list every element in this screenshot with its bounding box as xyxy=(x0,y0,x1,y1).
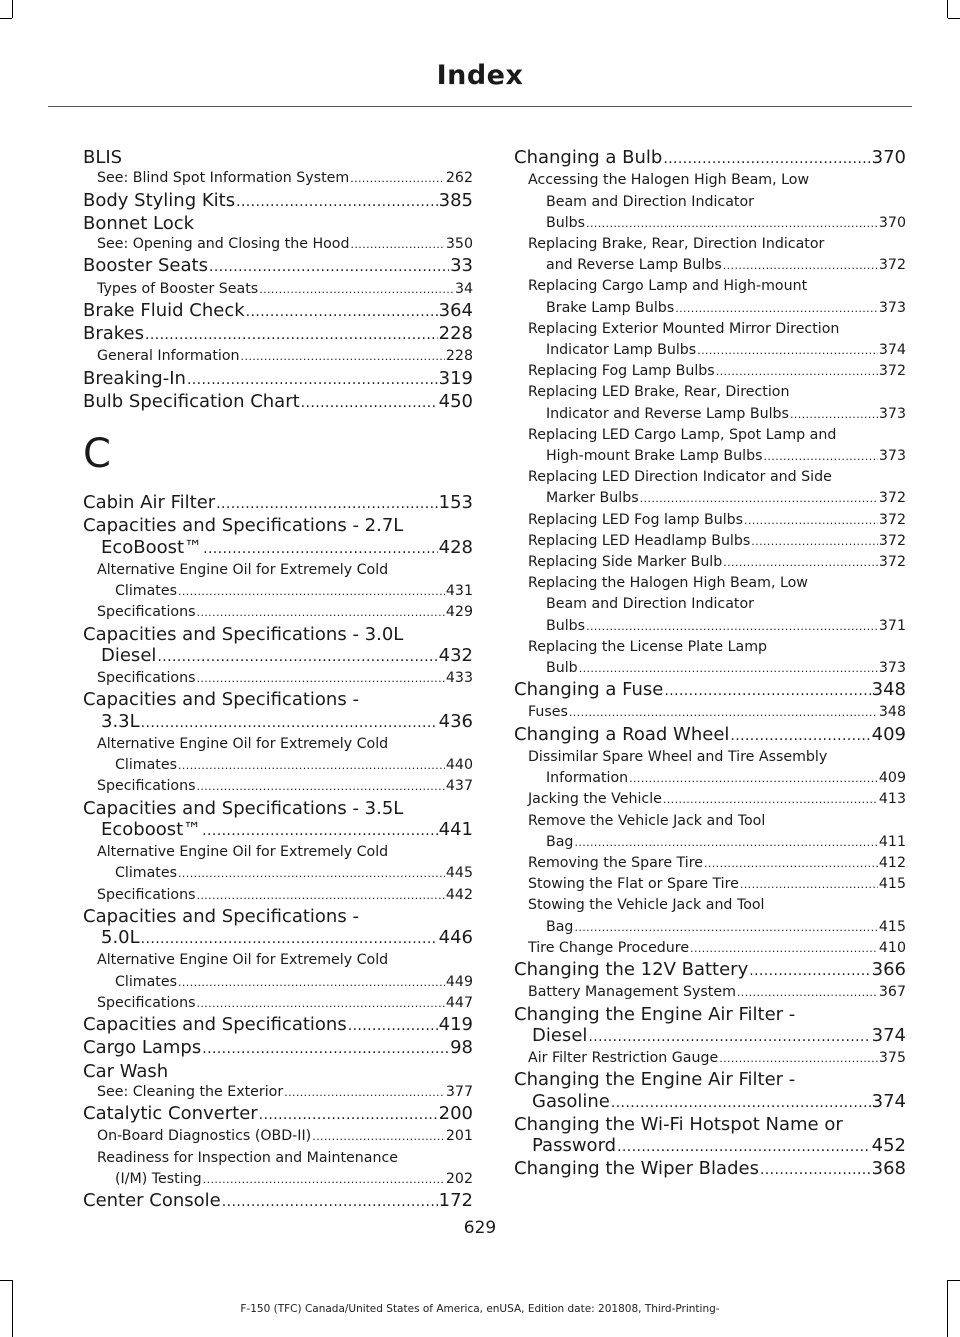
index-subentry[interactable]: Replacing the Halogen High Beam, Low Beam and Direction Indicator Bulbs ..... 371 xyxy=(514,573,906,637)
crop-mark xyxy=(948,1280,960,1281)
section-letter: C xyxy=(83,431,111,478)
index-subentry[interactable]: Types of Booster Seats ..... 34 xyxy=(83,279,473,300)
index-entry[interactable]: Changing the Wiper Blades ..... 368 xyxy=(514,1158,906,1181)
index-subentry[interactable]: Replacing LED Cargo Lamp, Spot Lamp and High-mount Brake Lamp Bulbs ..... 373 xyxy=(514,425,906,467)
index-subentry[interactable]: Specifications ..... 433 xyxy=(83,668,473,689)
index-heading: Bonnet Lock xyxy=(83,212,195,234)
index-subentry[interactable]: Alternative Engine Oil for Extremely Cold Climates ..... 431 xyxy=(83,560,473,602)
index-entry[interactable]: Capacities and Specifications - 3.3L ..... 436 xyxy=(83,689,473,734)
footer-edition-text: F-150 (TFC) Canada/United States of America, enUSA, Edition date: 201808, Third-Printing- xyxy=(240,1303,720,1315)
index-entry[interactable]: Changing a Bulb ..... 370 xyxy=(514,147,906,170)
index-subentry[interactable]: Replacing LED Headlamp Bulbs ..... 372 xyxy=(514,531,906,552)
index-subentry[interactable]: Accessing the Halogen High Beam, Low Beam and Direction Indicator Bulbs ..... 370 xyxy=(514,170,906,234)
index-entry[interactable]: Cargo Lamps ..... 98 xyxy=(83,1037,473,1060)
index-column-left xyxy=(83,147,473,1213)
crop-mark xyxy=(12,0,13,18)
index-entry[interactable]: Changing a Road Wheel ..... 409 xyxy=(514,724,906,747)
index-entry[interactable]: Capacities and Specifications - 3.0L Diesel ..... 432 xyxy=(83,624,473,669)
index-subentry[interactable]: Specifications ..... 447 xyxy=(83,993,473,1014)
index-entry[interactable]: Body Styling Kits ..... 385 xyxy=(83,190,473,213)
crop-mark xyxy=(0,18,12,19)
index-entry[interactable]: Changing the Engine Air Filter - Diesel ..... 374 xyxy=(514,1004,906,1049)
index-subentry[interactable]: See: Cleaning the Exterior ..... 377 xyxy=(83,1082,473,1103)
index-entry[interactable]: Capacities and Specifications ..... 419 xyxy=(83,1014,473,1037)
index-entry[interactable]: Changing the Wi-Fi Hotspot Name or Password ..... 452 xyxy=(514,1114,906,1159)
index-subentry[interactable]: On-Board Diagnostics (OBD-II) ..... 201 xyxy=(83,1126,473,1147)
index-entry[interactable]: Brakes ..... 228 xyxy=(83,323,473,346)
index-entry[interactable]: Changing a Fuse ..... 348 xyxy=(514,679,906,702)
index-subentry[interactable]: Air Filter Restriction Gauge ..... 375 xyxy=(514,1048,906,1069)
index-subentry[interactable]: Replacing Cargo Lamp and High-mount Brake Lamp Bulbs ..... 373 xyxy=(514,276,906,318)
index-entry[interactable]: Breaking-In ..... 319 xyxy=(83,368,473,391)
index-entry[interactable]: Brake Fluid Check ..... 364 xyxy=(83,300,473,323)
index-subentry[interactable]: Specifications ..... 442 xyxy=(83,885,473,906)
index-subentry[interactable]: See: Opening and Closing the Hood ..... 350 xyxy=(83,234,473,255)
index-entry[interactable]: Changing the Engine Air Filter - Gasoline ..... 374 xyxy=(514,1069,906,1114)
index-entry[interactable]: Booster Seats ..... 33 xyxy=(83,255,473,278)
index-subentry[interactable]: Replacing Fog Lamp Bulbs ..... 372 xyxy=(514,361,906,382)
index-subentry[interactable]: Replacing Side Marker Bulb ..... 372 xyxy=(514,552,906,573)
index-subentry[interactable]: Jacking the Vehicle ..... 413 xyxy=(514,789,906,810)
index-subentry[interactable]: Readiness for Inspection and Maintenance (I/M) Testing ..... 202 xyxy=(83,1148,473,1190)
index-subentry[interactable]: Stowing the Vehicle Jack and Tool Bag ..... 415 xyxy=(514,895,906,937)
index-subentry[interactable]: Replacing Exterior Mounted Mirror Direction Indicator Lamp Bulbs ..... 374 xyxy=(514,319,906,361)
crop-mark xyxy=(947,0,948,18)
index-subentry[interactable]: Dissimilar Spare Wheel and Tire Assembly Information ..... 409 xyxy=(514,747,906,789)
index-subentry[interactable]: Alternative Engine Oil for Extremely Cold Climates ..... 445 xyxy=(83,842,473,884)
index-subentry[interactable]: Tire Change Procedure ..... 410 xyxy=(514,938,906,959)
index-entry[interactable]: Center Console ..... 172 xyxy=(83,1190,473,1213)
index-subentry[interactable]: Fuses ..... 348 xyxy=(514,702,906,723)
index-subentry[interactable]: Replacing the License Plate Lamp Bulb ..... 373 xyxy=(514,637,906,679)
page-number: 629 xyxy=(463,1218,497,1238)
index-entry[interactable]: Cabin Air Filter ..... 153 xyxy=(83,492,473,515)
index-subentry[interactable]: Stowing the Flat or Spare Tire ..... 415 xyxy=(514,874,906,895)
crop-mark xyxy=(948,18,960,19)
index-subentry[interactable]: Replacing LED Fog lamp Bulbs ..... 372 xyxy=(514,510,906,531)
index-entry[interactable]: Bulb Specification Chart ..... 450 xyxy=(83,391,473,414)
index-column-right xyxy=(514,147,906,1182)
index-entry[interactable]: Capacities and Specifications - 3.5L Ecoboost™ ..... 441 xyxy=(83,798,473,843)
crop-mark xyxy=(0,1280,12,1281)
index-subentry[interactable]: General Information ..... 228 xyxy=(83,346,473,367)
index-entry[interactable]: Capacities and Specifications - 5.0L ..... 446 xyxy=(83,906,473,951)
index-subentry[interactable]: See: Blind Spot Information System ..... 262 xyxy=(83,168,473,189)
header-divider xyxy=(48,106,912,107)
index-subentry[interactable]: Removing the Spare Tire ..... 412 xyxy=(514,853,906,874)
index-subentry[interactable]: Alternative Engine Oil for Extremely Cold Climates ..... 449 xyxy=(83,950,473,992)
index-subentry[interactable]: Specifications ..... 429 xyxy=(83,602,473,623)
index-subentry[interactable]: Replacing Brake, Rear, Direction Indicator and Reverse Lamp Bulbs ..... 372 xyxy=(514,234,906,276)
index-heading: Car Wash xyxy=(83,1060,169,1082)
page-title: Index xyxy=(436,60,524,91)
index-subentry[interactable]: Remove the Vehicle Jack and Tool Bag ..... 411 xyxy=(514,811,906,853)
index-subentry[interactable]: Alternative Engine Oil for Extremely Cold Climates ..... 440 xyxy=(83,734,473,776)
index-subentry[interactable]: Specifications ..... 437 xyxy=(83,776,473,797)
index-entry[interactable]: Capacities and Specifications - 2.7L EcoBoost™ ..... 428 xyxy=(83,515,473,560)
index-entry[interactable]: Catalytic Converter ..... 200 xyxy=(83,1103,473,1126)
index-subentry[interactable]: Replacing LED Brake, Rear, Direction Indicator and Reverse Lamp Bulbs ..... 373 xyxy=(514,382,906,424)
index-heading: BLIS xyxy=(83,147,123,168)
index-subentry[interactable]: Battery Management System ..... 367 xyxy=(514,982,906,1003)
index-entry[interactable]: Changing the 12V Battery ..... 366 xyxy=(514,959,906,982)
index-subentry[interactable]: Replacing LED Direction Indicator and Side Marker Bulbs ..... 372 xyxy=(514,467,906,509)
